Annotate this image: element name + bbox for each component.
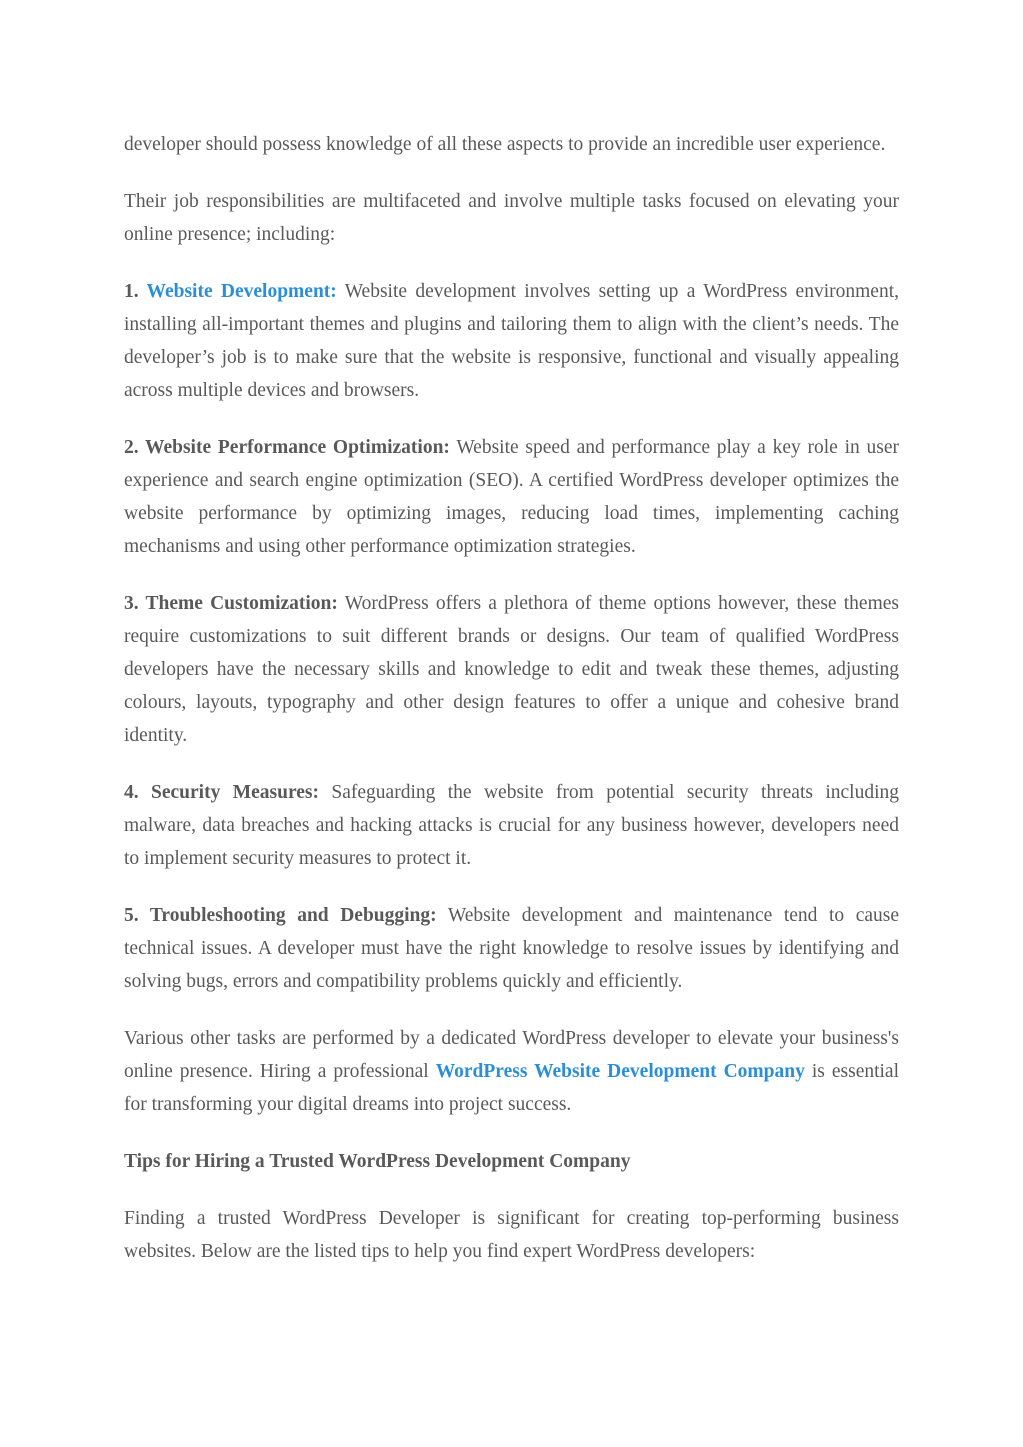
responsibilities-paragraph: Their job responsibilities are multifaceted and involve multiple tasks focused on elevating your online presence; including: — [124, 191, 899, 245]
tips-heading: Tips for Hiring a Trusted WordPress Development Company — [124, 1151, 631, 1172]
item-body: WordPress offers a plethora of theme options however, these themes require customizations to suit different brands or designs. Our team of qualified WordPress developers have the necessary skills and knowledge to edit and tweak these themes, adjusting colours, layouts, typography and other design features to offer a unique and cohesive brand identity. — [124, 593, 899, 746]
website-development-link[interactable]: Website Development — [146, 281, 331, 302]
tips-intro: Finding a trusted WordPress Developer is significant for creating top-performing business websites. Below are the listed tips to help you find expert WordPress developers: — [124, 1208, 899, 1262]
closing-text-end: is essential for transforming your digital dreams into project success. — [124, 1061, 900, 1115]
item-security-measures — [124, 776, 899, 875]
item-lead: 2. Website Performance Optimization: — [124, 437, 450, 458]
item-body: Website speed and performance play a key role in user experience and search engine optimization (SEO). A certified WordPress developer optimizes the website performance by optimizing images, reducing load times, implementing caching mechanisms and using other performance optimization strategies. — [124, 437, 899, 557]
item-lead: 5. Troubleshooting and Debugging: — [124, 905, 437, 926]
document-body — [124, 128, 899, 1292]
item-website-development — [124, 275, 899, 407]
item-colon: : — [330, 281, 337, 302]
item-theme-customization — [124, 587, 899, 752]
intro-continuation: developer should possess knowledge of all these aspects to provide an incredible user experience. — [124, 134, 886, 155]
item-number: 1. — [124, 281, 147, 302]
item-lead: 3. Theme Customization: — [124, 593, 338, 614]
closing-text: Various other tasks are performed by a dedicated WordPress developer to elevate your business's online presence. Hiring a professional — [124, 1028, 899, 1082]
item-troubleshooting — [124, 899, 899, 998]
item-body: Safeguarding the website from potential security threats including malware, data breaches and hacking attacks is crucial for any business however, developers need to implement security measures to protect it. — [124, 782, 899, 869]
item-lead: 4. Security Measures: — [124, 782, 320, 803]
wordpress-company-link[interactable]: WordPress Website Development Company — [435, 1061, 805, 1082]
item-body: Website development and maintenance tend to cause technical issues. A developer must have the right knowledge to resolve issues by identifying and solving bugs, errors and compatibility problems quickly and efficiently. — [124, 905, 900, 992]
item-performance-optimization — [124, 431, 899, 563]
item-body: Website development involves setting up a WordPress environment, installing all-important themes and plugins and tailoring them to align with the client’s needs. The developer’s job is to make sure that the website is responsive, functional and visually appealing across multiple devices and browsers. — [124, 281, 899, 401]
closing-paragraph — [124, 1022, 899, 1121]
